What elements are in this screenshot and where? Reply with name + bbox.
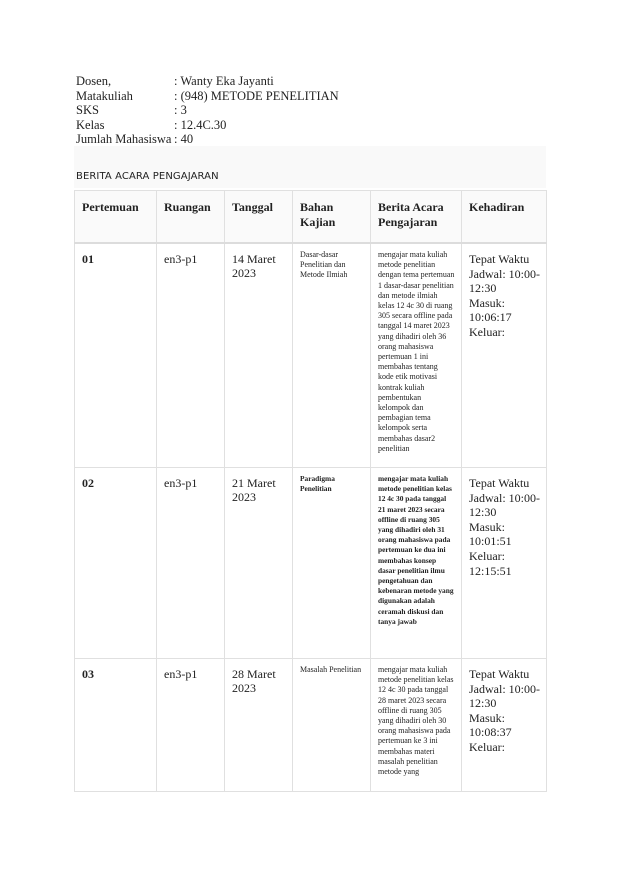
info-row-matakuliah [76, 89, 339, 104]
kehadiran-status: Tepat Waktu [469, 252, 530, 266]
info-row-sks [76, 103, 339, 118]
section-title: BERITA ACARA PENGAJARAN [76, 171, 219, 182]
cell-kehadiran [462, 659, 547, 792]
kehadiran-keluar: Keluar: 12:15:51 [469, 548, 512, 578]
cell-tanggal: 28 Maret 2023 [225, 659, 293, 792]
table-row [75, 243, 547, 468]
cell-bahan-kajian: Dasar-dasar Penelitian dan Metode Ilmiah [293, 243, 371, 468]
cell-ruangan: en3-p1 [157, 659, 225, 792]
kehadiran-keluar: Keluar: [469, 739, 505, 754]
info-row-dosen [76, 74, 339, 89]
cell-kehadiran [462, 468, 547, 659]
kehadiran-keluar: Keluar: [469, 324, 505, 339]
info-row-jumlah [76, 132, 339, 147]
cell-berita-acara: mengajar mata kuliah metode penelitian kelas 12 4c 30 pada tanggal 21 maret 2023 secara offline di ruang 305 yang dihadiri oleh 31 orang mahasiswa pada pertemuan ke dua ini membahas konsep dasar penelitian ilmu pengetahuan dan kebenaran metode yang digunakan adalah ceramah diskusi dan tanya jawab [371, 468, 462, 659]
jumlah-value: : 40 [174, 132, 194, 147]
table-header-row [75, 191, 547, 244]
header-ruangan: Ruangan [157, 191, 225, 244]
cell-ruangan: en3-p1 [157, 243, 225, 468]
kehadiran-jadwal: Jadwal: 10:00-12:30 [469, 266, 540, 296]
kelas-label: Kelas [76, 117, 105, 132]
header-bahan-kajian: Bahan Kajian [293, 191, 371, 244]
cell-kehadiran [462, 243, 547, 468]
cell-bahan-kajian: Masalah Penelitian [293, 659, 371, 792]
kehadiran-masuk: Masuk: 10:01:51 [469, 519, 512, 549]
course-info [76, 74, 339, 147]
dosen-label: Dosen, [76, 74, 112, 88]
kehadiran-masuk: Masuk: 10:06:17 [469, 295, 512, 325]
berita-acara-table [74, 190, 547, 792]
dosen-value: : Wanty Eka Jayanti [174, 74, 274, 88]
cell-bahan-kajian: Paradigma Penelitian [293, 468, 371, 659]
matakuliah-label: Matakuliah [76, 88, 133, 103]
cell-tanggal: 21 Maret 2023 [225, 468, 293, 659]
cell-berita-acara: mengajar mata kuliah metode penelitian dengan tema pertemuan 1 dasar-dasar penelitian dan metode ilmiah kelas 12 4c 30 di ruang 305 secara offline pada tanggal 14 maret 2023 yang dihadiri oleh 36 orang mahasiswa pertemuan 1 ini membahas tentang kode etik motivasi kontrak kuliah pembentukan kelompok dan pembagian tema kelompok serta membahas dasar2 penelitian [371, 243, 462, 468]
cell-pertemuan: 03 [75, 659, 157, 792]
kehadiran-status: Tepat Waktu [469, 667, 530, 681]
table-row [75, 468, 547, 659]
cell-tanggal: 14 Maret 2023 [225, 243, 293, 468]
cell-berita-acara: mengajar mata kuliah metode penelitian kelas 12 4c 30 pada tanggal 28 maret 2023 secara offline di ruang 305 yang dihadiri oleh 30 orang mahasiswa pada pertemuan ke 3 ini membahas materi masalah penelitian metode yang [371, 659, 462, 792]
cell-pertemuan: 02 [75, 468, 157, 659]
kehadiran-jadwal: Jadwal: 10:00-12:30 [469, 490, 540, 520]
header-pertemuan: Pertemuan [75, 191, 157, 244]
header-kehadiran: Kehadiran [462, 191, 547, 244]
info-row-kelas [76, 118, 339, 133]
cell-ruangan: en3-p1 [157, 468, 225, 659]
header-berita-acara: Berita Acara Pengajaran [371, 191, 462, 244]
kehadiran-masuk: Masuk: 10:08:37 [469, 710, 512, 740]
cell-pertemuan: 01 [75, 243, 157, 468]
kehadiran-jadwal: Jadwal: 10:00-12:30 [469, 681, 540, 711]
sks-label: SKS [76, 103, 99, 118]
matakuliah-value: : (948) METODE PENELITIAN [174, 88, 339, 103]
table-row [75, 659, 547, 792]
kelas-value: : 12.4C.30 [174, 117, 227, 132]
kehadiran-status: Tepat Waktu [469, 476, 530, 490]
header-tanggal: Tanggal [225, 191, 293, 244]
sks-value: : 3 [174, 103, 187, 118]
jumlah-label: Jumlah Mahasiswa [76, 132, 172, 147]
